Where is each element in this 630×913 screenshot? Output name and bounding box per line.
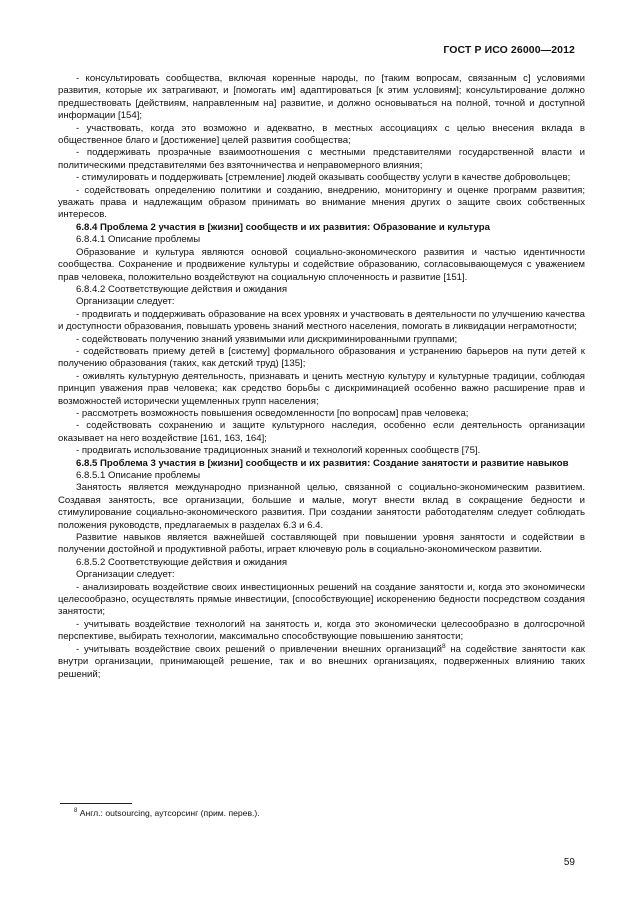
subheading-6-8-4-2: 6.8.4.2 Соответствующие действия и ожидания — [76, 283, 288, 295]
paragraph-cultural-heritage: - содействовать сохранению и защите культурного наследия, особенно если деятельность организации оказывает на него воздействие [161, 163, 164]; — [58, 420, 585, 444]
subheading-6-8-5-1: 6.8.5.1 Описание проблемы — [76, 470, 201, 481]
paragraph-transparent-relations: - поддерживать прозрачные взаимоотношения с местными представителями государственной власти и политическими представителями без взяточничества и неправомерного влияния; — [58, 147, 585, 171]
section-heading-6-8-4: 6.8.4 Проблема 2 участия в [жизни] сообществ и их развития: Образование и культура — [76, 221, 490, 233]
subheading-6-8-4-1: 6.8.4.1 Описание проблемы — [76, 234, 201, 246]
paragraph-policy-programs: - содействовать определению политики и созданию, внедрению, мониторингу и оценке программ развития; уважать права и надлежащим образом принимать во внимание мнения других о защите своих собственных интересов. — [58, 184, 585, 221]
footnote-separator — [60, 803, 132, 804]
paragraph-technology-impact: - учитывать воздействие технологий на занятость и, когда это экономически целесообразно в долгосрочной перспективе, выбирать технологии, максимально способствующие повышению занятости; — [58, 618, 585, 643]
paragraph-investment-decisions: - анализировать воздействие своих инвестиционных решений на создание занятости и, когда это экономически целесообразно, осуществлять прямые инвестиции, [способствующие] искоренению бедности посредством создания занятости; — [58, 581, 585, 618]
paragraph-vulnerable-groups: - содействовать получению знаний уязвимыми или дискриминированными группами; — [76, 333, 458, 345]
paragraph-organizations-should-1: Организации следует: — [76, 296, 175, 308]
body-text — [58, 73, 585, 681]
paragraph-promote-education: - продвигать и поддерживать образование на всех уровнях и участвовать в деятельности по улучшению качества и доступности образования, повышать уровень знаний местного населения, помогать в ликвидации неграмотности; — [58, 308, 585, 333]
document-code-header: ГОСТ Р ИСО 26000—2012 — [443, 44, 575, 56]
paragraph-employment: Занятость является международно признанной целью, связанной с социально-экономическим развитием. Создавая занятость, все организации, большие и малые, могут внести вклад в сокращение бедности и стимулирование социально-экономического развития. При создании занятости работодателям следует соблюдать положения руководств, предлагаемых в разделах 6.3 и 6.4. — [58, 482, 585, 531]
footnote-number: 8 — [74, 808, 78, 815]
outsourcing-text-after: на содействие занятости как внутри организации, принимающей решение, так и во внешних организациях, подверженных влиянию таких решений; — [58, 643, 585, 680]
footnote — [74, 808, 260, 818]
footnote-text: Англ.: outsourcing, аутсорсинг (прим. перев.). — [79, 808, 260, 818]
paragraph-volunteers: - стимулировать и поддерживать [стремление] людей оказывать сообществу услуги в качестве добровольцев; — [76, 172, 571, 184]
paragraph-human-rights-awareness: - рассмотреть возможность повышения осведомленности [по вопросам] прав человека; — [76, 407, 469, 419]
paragraph-organizations-should-2: Организации следует: — [76, 569, 175, 581]
section-heading-6-8-5: 6.8.5 Проблема 3 участия в [жизни] сообществ и их развития: Создание занятости и развитие навыков — [76, 457, 569, 469]
paragraph-traditional-knowledge: - продвигать использование традиционных знаний и технологий коренных сообществ [75]. — [76, 445, 481, 457]
paragraph-education-culture: Образование и культура являются основой социально-экономического развития и частью идентичности сообщества. Сохранение и продвижение культуры и содействие образованию, согласовывающемуся с уважением прав человека, положительно воздействуют на социальную сплоченность и развитие [151]. — [58, 246, 585, 283]
paragraph-cultural-activity: - оживлять культурную деятельность, признавать и ценить местную культуру и культурные традиции, соблюдая принцип уважения прав человека; как средство борьбы с дискриминацией особенно важно расширение прав и возможностей исторически ущемленных групп населения; — [58, 370, 585, 407]
paragraph-outsourcing — [58, 644, 585, 681]
paragraph-consult: - консультировать сообщества, включая коренные народы, по [таким вопросам, связанным с] условиями развития, которые их затрагивают, и [помогать им] адаптироваться [к этим условиям]; консультирование должно предшествовать [действиям, направленным на] развитие, и должно основываться на полной, точной и доступной информации [154]; — [58, 73, 585, 122]
paragraph-children-education: - содействовать приему детей в [систему] формального образования и устранению барьеров на пути детей к получению образования (таких, как детский труд) [135]; — [58, 345, 585, 370]
subheading-6-8-5-2: 6.8.5.2 Соответствующие действия и ожидания — [76, 556, 288, 568]
footnote-reference: 8 — [441, 642, 446, 650]
page-number: 59 — [563, 857, 575, 868]
paragraph-participate: - участвовать, когда это возможно и адекватно, в местных ассоциациях с целью внесения вклада в общественное благо и [достижение] целей развития сообщества; — [58, 122, 585, 147]
paragraph-skills-development: Развитие навыков является важнейшей составляющей при повышении уровня занятости и содействии в получении достойной и продуктивной работы, играет ключевую роль в социально-экономическом развитии. — [58, 532, 585, 556]
outsourcing-text-before: - учитывать воздействие своих решений о привлечении внешних организаций — [76, 643, 442, 655]
